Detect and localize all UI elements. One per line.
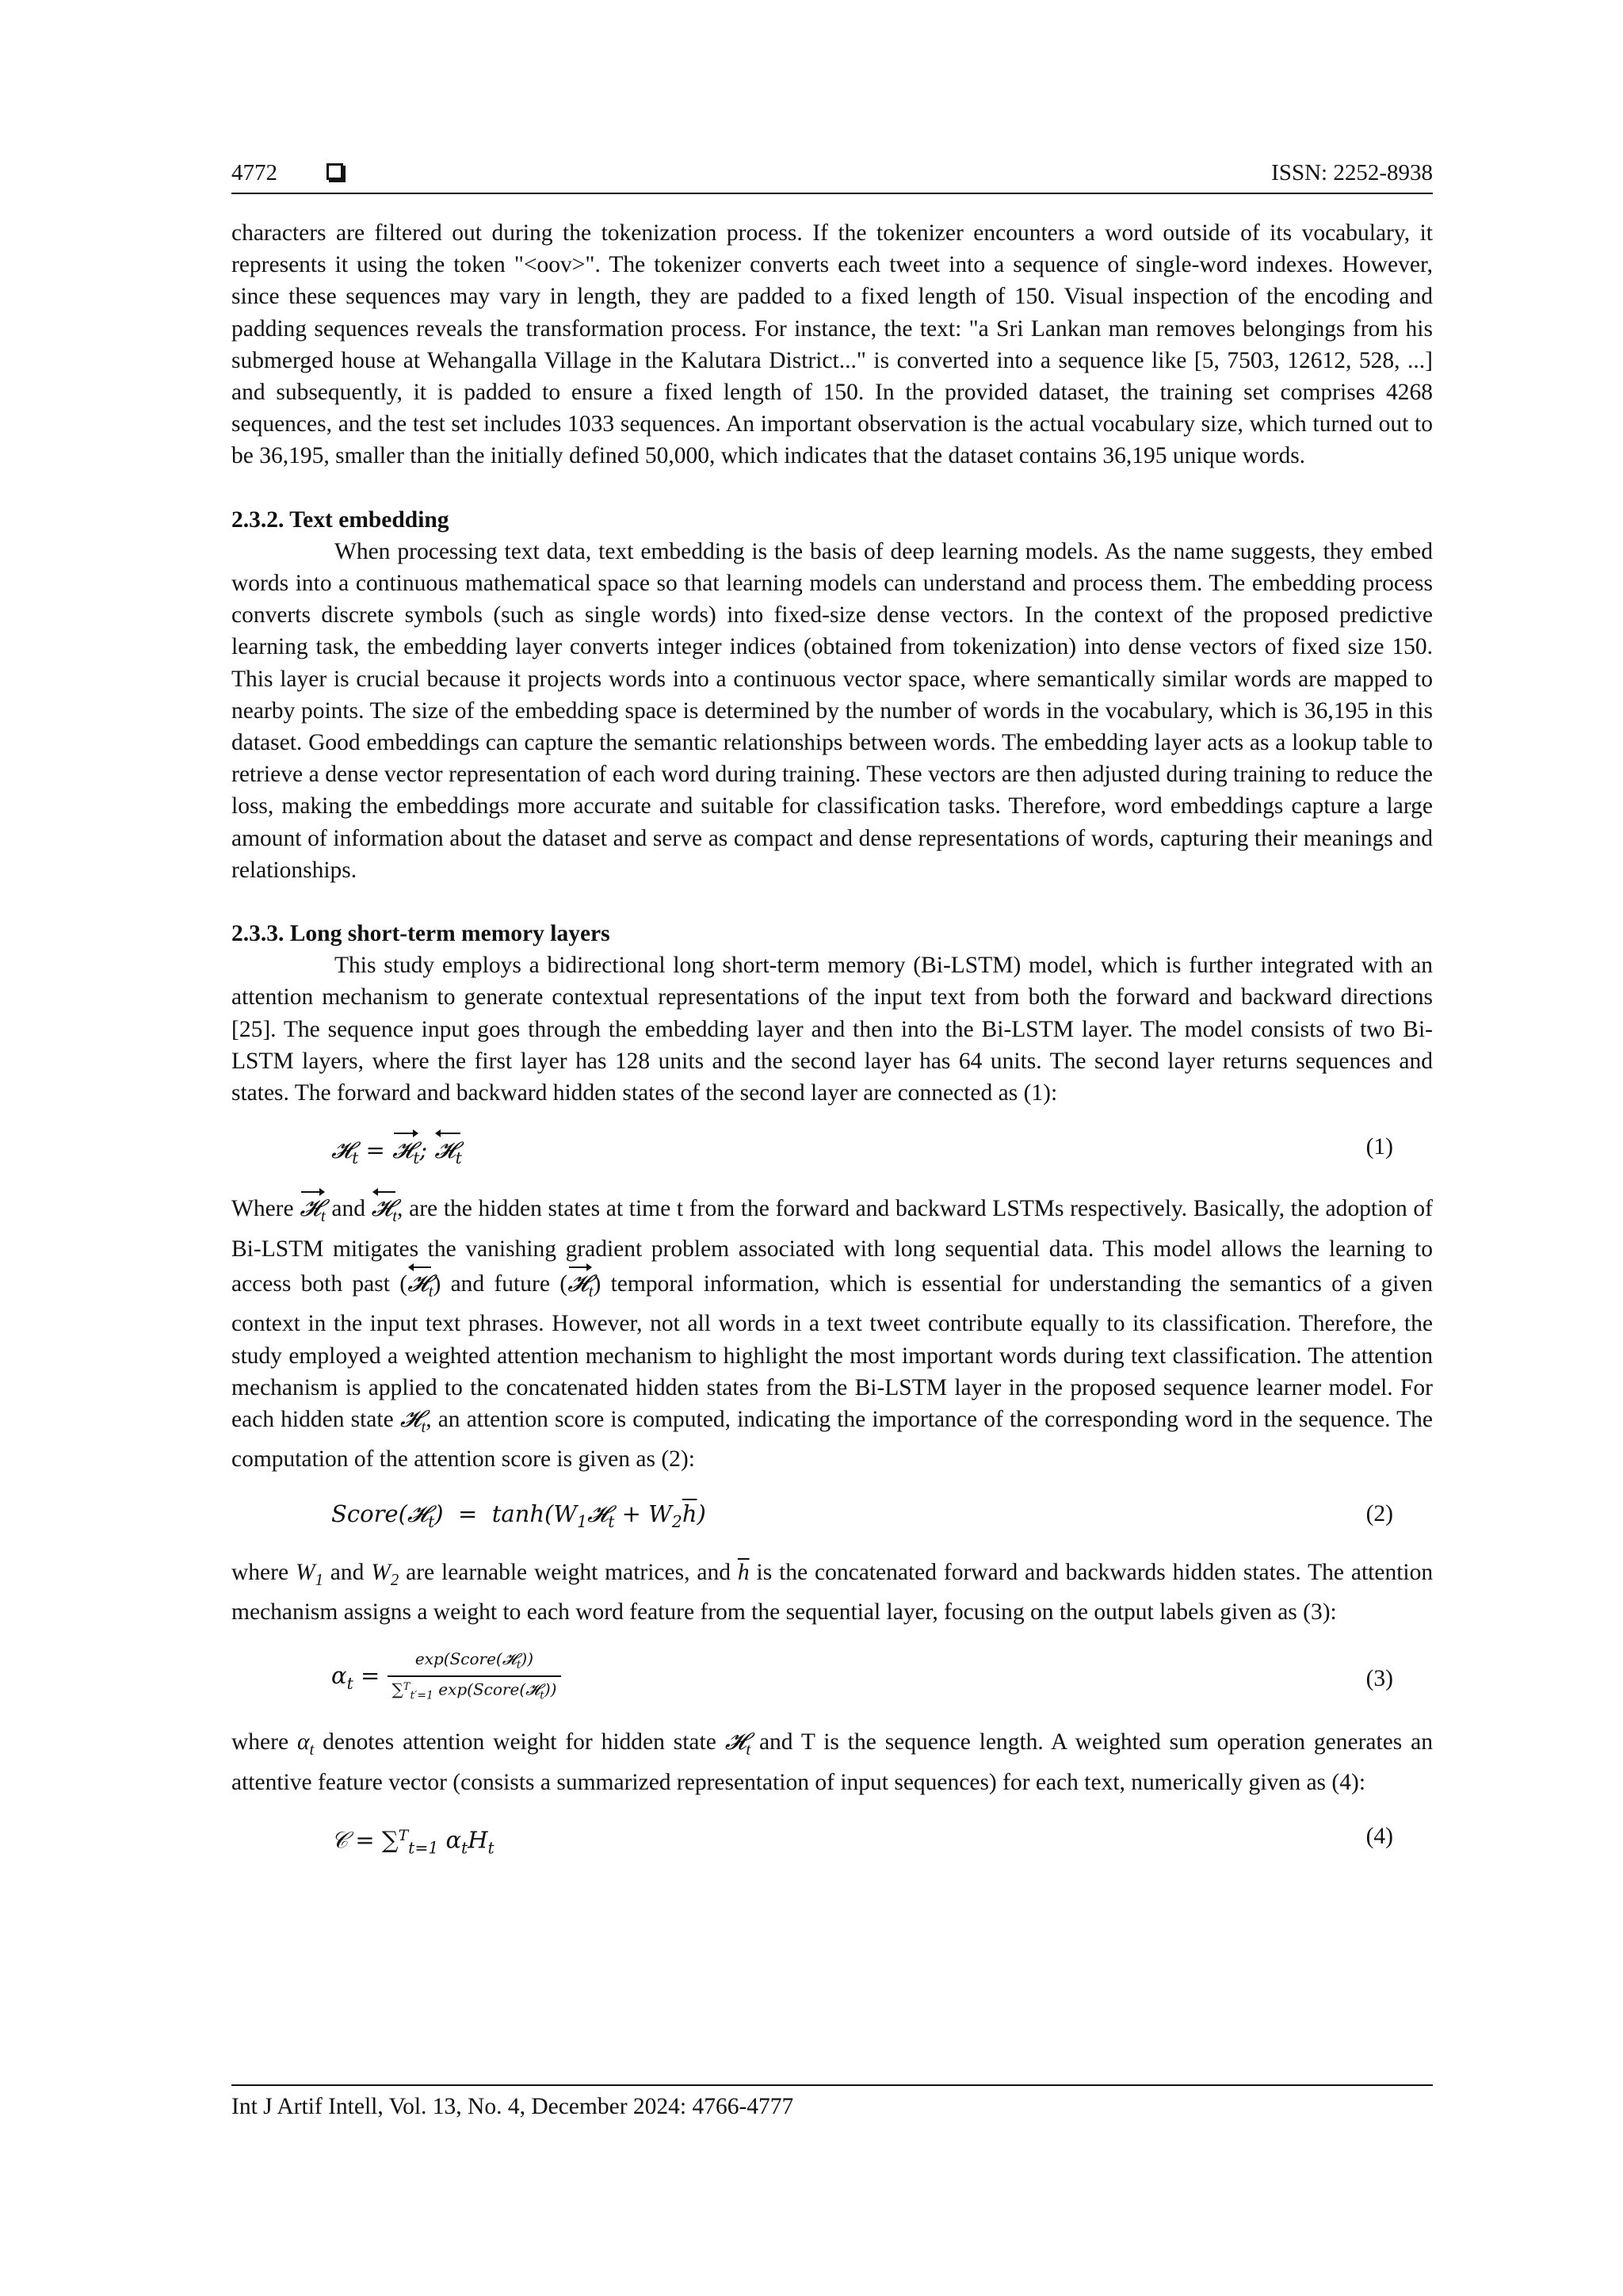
page-header [231,155,1433,190]
section-heading-lstm: 2.3.3. Long short-term memory layers [231,921,610,947]
page-footer: Int J Artif Intell, Vol. 13, No. 4, December 2024: 4766-4777 [231,2094,794,2119]
equation-1 [231,1126,1433,1171]
equation-1-formula: 𝓗$_t$ = 𝓗$_t$; 𝓗$_t$ [331,1131,462,1174]
equation-2-number: (2) [1365,1500,1393,1526]
header-divider [231,193,1433,194]
footer-divider [231,2084,1433,2086]
equation-3 [231,1645,1433,1707]
equation-4-number: (4) [1365,1823,1393,1849]
issn-label: ISSN: 2252-8938 [1271,160,1433,185]
equation-3-number: (3) [1365,1666,1393,1692]
body-text [231,217,1433,1879]
equation-4-formula: 𝒞 = ∑$^T_{t=1}$ $\alpha_tH_t$ [331,1826,495,1858]
paragraph-weight-matrices: where $W_1$ and $W_2$ are learnable weight matrices, and $\overline{h}$ is the concatenated forward and backwards hidden states. The attention mechanism assigns a weight to each word feature from the sequential layer, focusing on the output labels given as (3): [231,1559,1434,1625]
checkbox-square-icon [327,163,343,180]
page-number: 4772 [231,160,277,185]
paragraph-attention-weight: where $\alpha_t$ denotes attention weight for hidden state 𝓗$_t$ and T is the sequence length. A weighted sum operation generates an attentive feature vector (consists a summarized representation of input sequences) for each text, numerically given as (4): [231,1729,1434,1795]
section-heading-text-embedding: 2.3.2. Text embedding [231,506,449,533]
paper-page [231,0,1433,2296]
equation-2-formula: Score(𝓗$_t$) = $\tanh(W_1𝓗_t + W_2\overline{h})$ [331,1499,706,1531]
equation-2 [231,1493,1433,1538]
paragraph-hidden-states: Where 𝓗$_t$ and 𝓗$_t$, are the hidden states at time t from the forward and backward LSTMs respectively. Basically, the adoption of Bi-LSTM mitigates the vanishing gradient problem associated with long sequential data. This model allows the learning to access both past (𝓗$_t$) and future (𝓗$_t$) temporal information, which is essential for understanding the semantics of a given context in the input text phrases. However, not all words in a text tweet contribute equally to its classification. Therefore, the study employed a weighted attention mechanism to highlight the most important words during text classification. The attention mechanism is applied to the concatenated hidden states from the Bi-LSTM layer in the proposed sequence learner model. For each hidden state 𝓗$_t$, an attention score is computed, indicating the importance of the corresponding word in the sequence. The computation of the attention score is given as (2): [231,1190,1433,1475]
equation-1-number: (1) [1365,1134,1393,1160]
paragraph-tokenization: characters are filtered out during the tokenization process. If the tokenizer encounters a word outside of its vocabulary, it represents it using the token "<oov>". The tokenizer converts each tweet into a sequence of single-word indexes. However, since these sequences may vary in length, they are padded to a fixed length of 150. Visual inspection of the encoding and padding sequences reveals the transformation process. For instance, the text: "a Sri Lankan man removes belongings from his submerged house at Wehangalla Village in the Kalutara District..." is converted into a sequence like [5, 7503, 12612, 528, ...] and subsequently, it is padded to ensure a fixed length of 150. In the provided dataset, the training set comprises 4268 sequences, and the test set includes 1033 sequences. An important observation is the actual vocabulary size, which turned out to be 36,195, smaller than the initially defined 50,000, which indicates that the dataset contains 36,195 unique words. [231,220,1433,469]
paragraph-text-embedding: When processing text data, text embedding is the basis of deep learning models. As the name suggests, they embed words into a continuous mathematical space so that learning models can understand and process them. The embedding process converts discrete symbols (such as single words) into fixed-size dense vectors. In the context of the proposed predictive learning task, the embedding layer converts integer indices (obtained from tokenization) into dense vectors of fixed size 150. This layer is crucial because it projects words into a continuous vector space, where semantically similar words are mapped to nearby points. The size of the embedding space is determined by the number of words in the vocabulary, which is 36,195 in this dataset. Good embeddings can capture the semantic relationships between words. The embedding layer acts as a lookup table to retrieve a dense vector representation of each word during training. These vectors are then adjusted during training to reduce the loss, making the embeddings more accurate and suitable for classification tasks. Therefore, word embeddings capture a large amount of information about the dataset and serve as compact and dense representations of words, capturing their meanings and relationships. [231,538,1433,883]
paragraph-bilstm: This study employs a bidirectional long short-term memory (Bi-LSTM) model, which is further integrated with an attention mechanism to generate contextual representations of the input text from both the forward and backward directions [25]. The sequence input goes through the embedding layer and then into the Bi-LSTM layer. The model consists of two Bi-LSTM layers, where the first layer has 128 units and the second layer has 64 units. The second layer returns sequences and states. The forward and backward hidden states of the second layer are connected as (1): [231,953,1433,1106]
equation-4 [231,1816,1433,1860]
equation-3-formula: $\alpha_t$ = $\frac{\exp(Score(𝓗_t))}{\sum^T_{t'=1} \exp(Score(𝓗_t))}$ [331,1648,561,1706]
